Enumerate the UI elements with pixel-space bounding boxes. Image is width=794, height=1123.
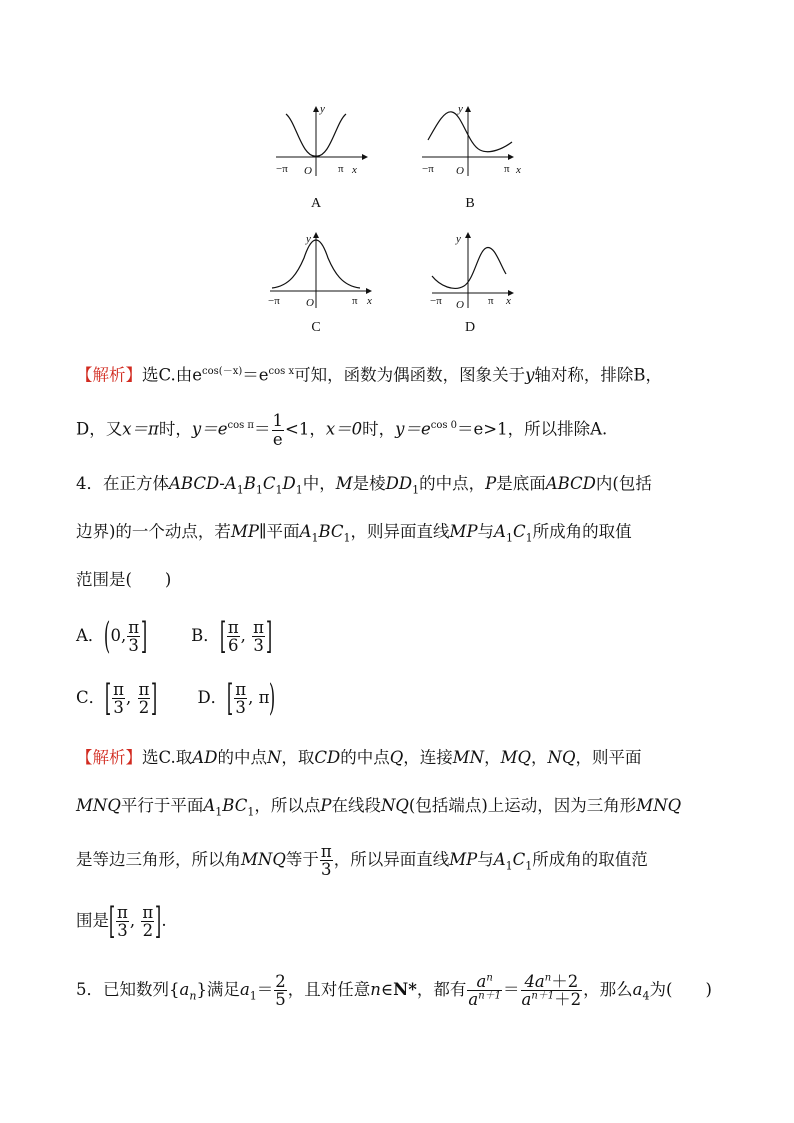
bracket: ] — [265, 615, 273, 657]
denominator: 3 — [117, 921, 128, 940]
q4-options-cd — [76, 676, 275, 720]
bracket: ] — [155, 900, 162, 942]
text: ，则异面直线 — [350, 522, 450, 541]
seg: MQ — [500, 748, 532, 767]
denominator: 2 — [142, 921, 154, 940]
numerator: π — [142, 902, 154, 922]
y-label: y — [456, 233, 461, 245]
q4-line1: 4．在正方体ABCD-$A_1B_1C_1D_1$中，M是棱$DD_1$的中点，P是底面ABCD内(包括 — [76, 474, 652, 497]
denominator: $a^{n+1}$ — [468, 990, 502, 1009]
q4-line2: 边界)的一个动点，若MP∥平面$A_1BC_1$，则异面直线MP与$A_1C_1$所成角的取值 — [76, 522, 632, 545]
graph-b — [418, 100, 521, 180]
solution4-line2: MNQ平行于平面$A_1BC_1$，所以点P在线段NQ(包括端点)上运动，因为三角形MNQ — [76, 796, 682, 819]
text: 平行于平面 — [120, 796, 204, 815]
numerator: π — [113, 679, 125, 699]
text: ，那么 — [583, 980, 633, 999]
option-label: A． — [76, 626, 105, 645]
text: ＝e>1，所以排除A. — [457, 419, 608, 439]
line-mp: MP — [230, 522, 259, 541]
denominator: 6 — [227, 636, 239, 655]
graph-d-caption: D — [464, 320, 476, 335]
text: ＝ — [503, 980, 520, 999]
y-label: y — [306, 233, 311, 245]
origin-label: O — [456, 299, 464, 311]
text: <1， — [285, 419, 326, 439]
text: 中， — [302, 474, 336, 493]
x-label: x — [352, 164, 357, 176]
base-name: ABCD — [545, 474, 596, 493]
text: 所成角的取值 — [532, 522, 632, 541]
text: 5．已知数列{ — [76, 980, 180, 999]
graph-a-caption: A — [310, 196, 322, 211]
fraction — [467, 973, 502, 1009]
option-label: C． — [76, 688, 106, 707]
angle: MNQ — [241, 850, 286, 869]
var: n — [370, 980, 381, 999]
numerator: $4a^n+2$ — [521, 973, 583, 991]
denominator: 2 — [138, 698, 150, 717]
bracket: ] — [151, 677, 158, 719]
graph-c — [266, 228, 378, 312]
fraction — [234, 681, 247, 717]
plane: MNQ — [76, 796, 121, 815]
pi-label: π — [504, 163, 510, 175]
q4-options-ab — [76, 614, 272, 658]
pi-label: π — [338, 163, 344, 175]
x-label: x — [367, 295, 372, 307]
solution4-line1 — [76, 746, 642, 770]
text: 边界)的一个动点，若 — [76, 522, 231, 541]
text: 内(包括 — [595, 474, 652, 493]
curve-b — [428, 112, 512, 152]
numerator: π — [128, 617, 140, 637]
option-d[interactable]: D．[ $\frac{\pi}{3}$ , π) — [197, 677, 276, 719]
bracket: [ — [104, 677, 112, 719]
text: - — [219, 474, 225, 493]
origin-label: O — [304, 165, 312, 177]
text: ＝e — [242, 365, 269, 385]
text: 与 — [477, 522, 495, 541]
text: ∥平面 — [258, 522, 300, 541]
denominator: 3 — [321, 860, 332, 879]
neg-pi-label: −π — [268, 295, 280, 307]
graph-b-caption: B — [465, 196, 475, 211]
text: 围是 — [76, 911, 109, 930]
denominator: 3 — [253, 636, 264, 655]
exponent: cos π — [227, 420, 254, 431]
subscript: 4 — [642, 989, 650, 1003]
text: 是等边三角形，所以角 — [76, 850, 241, 869]
denominator: $a^{n+1}+2$ — [521, 990, 582, 1009]
fraction — [227, 619, 240, 655]
var: Q — [389, 748, 404, 767]
var-m: M — [335, 474, 353, 493]
bracket: ( — [104, 615, 111, 657]
equation: x＝π — [122, 419, 159, 439]
numerator: π — [138, 679, 150, 699]
graph-a — [272, 100, 372, 180]
fraction — [112, 681, 125, 717]
var: N — [266, 748, 282, 767]
fraction — [127, 619, 140, 655]
x-axis-arrow — [362, 154, 368, 160]
solution3-line1 — [76, 360, 662, 388]
graph-d — [428, 228, 528, 312]
text: ， — [531, 748, 548, 767]
bracket: [ — [219, 615, 226, 657]
plane: MNQ — [636, 796, 682, 815]
subscript: n — [189, 989, 197, 1003]
denominator: 3 — [235, 698, 246, 717]
option-b[interactable]: B．[ $\frac{\pi}{6}$ , $\frac{\pi}{3}$ ] — [191, 615, 273, 657]
y-axis-arrow — [465, 106, 471, 112]
q5-line1 — [76, 966, 712, 1014]
text: ∈ — [380, 980, 394, 999]
y-label: y — [458, 103, 463, 115]
text: 0, — [110, 626, 127, 645]
option-label: B． — [191, 626, 220, 645]
var: a — [179, 980, 190, 999]
solution3-line2 — [76, 402, 607, 450]
denominator: 3 — [128, 636, 139, 655]
text: 时， — [362, 419, 396, 439]
text: 与 — [477, 850, 494, 869]
origin-label: O — [456, 165, 464, 177]
bracket: ] — [140, 615, 148, 657]
var-y: y — [525, 365, 535, 385]
bracket: [ — [108, 900, 116, 942]
denominator: 5 — [275, 990, 286, 1009]
solution4-line3: 是等边三角形，所以角MNQ等于 $\frac{\pi}{3}$ ，所以异面直线MP与$A_1C_1$所成角的取值范 — [76, 841, 648, 879]
seg: MN — [452, 748, 485, 767]
text: 所成角的取值范 — [532, 850, 648, 869]
numerator: 2 — [275, 971, 286, 991]
bracket: [ — [227, 677, 234, 719]
numerator: π — [227, 617, 239, 637]
numerator: π — [117, 902, 128, 922]
text: 是棱 — [352, 474, 386, 493]
y-axis-arrow — [313, 232, 319, 238]
numerator: π — [235, 679, 247, 699]
exponent: cos 0 — [430, 420, 458, 431]
text: D，又 — [76, 419, 123, 439]
equation: y＝e — [191, 419, 228, 439]
origin-label: O — [306, 297, 314, 309]
text: ，都有 — [416, 980, 467, 999]
fraction — [116, 904, 129, 940]
neg-pi-label: −π — [430, 295, 442, 307]
numerator: $a^n$ — [467, 973, 502, 991]
text: . — [161, 911, 167, 930]
text: 为( ) — [649, 980, 712, 999]
var: a — [239, 980, 250, 999]
seg: NQ — [380, 796, 409, 815]
text: 可知，函数为偶函数，图象关于 — [294, 365, 526, 385]
seg: AD — [192, 748, 218, 767]
analysis-tag: 【解析】 — [76, 365, 142, 385]
numerator: π — [253, 617, 265, 637]
seg: NQ — [547, 748, 576, 767]
option-c[interactable]: C．[ $\frac{\pi}{3}$ , $\frac{\pi}{2}$ ] — [76, 677, 158, 719]
text: ＝ — [254, 419, 271, 439]
fraction — [141, 904, 154, 940]
cube-name: ABCD — [169, 474, 220, 493]
x-axis-arrow — [366, 288, 372, 294]
text: 轴对称，排除B， — [534, 365, 663, 385]
neg-pi-label: −π — [276, 163, 288, 175]
x-axis-arrow — [508, 154, 514, 160]
text: 4．在正方体 — [76, 474, 169, 493]
solution4-line4: 围是[ $\frac{\pi}{3}$ , $\frac{\pi}{2}$ ]. — [76, 900, 167, 942]
text: (包括端点)上运动，因为三角形 — [408, 796, 637, 815]
y-label: y — [320, 103, 325, 115]
text: ＝ — [256, 980, 274, 999]
text: 等于 — [285, 850, 319, 869]
curve-d — [432, 247, 506, 288]
y-axis-arrow — [465, 232, 471, 238]
text: ，且对任意 — [287, 980, 371, 999]
var: P — [320, 796, 332, 815]
fraction — [138, 681, 151, 717]
text: 选C.取 — [142, 748, 193, 767]
text: 时， — [158, 419, 192, 439]
numerator: π — [320, 841, 332, 861]
text: ，所以点 — [254, 796, 321, 815]
var-p: P — [485, 474, 497, 493]
analysis-tag: 【解析】 — [76, 748, 142, 767]
denominator: 3 — [113, 698, 124, 717]
text: ，连接 — [403, 748, 453, 767]
text: ，取 — [281, 748, 315, 767]
exponent: cos x — [268, 366, 295, 377]
bracket: ) — [269, 677, 276, 719]
fraction — [274, 973, 287, 1009]
text: ，所以异面直线 — [333, 850, 450, 869]
option-label: D． — [197, 688, 228, 707]
text: 在线段 — [331, 796, 381, 815]
fraction — [320, 843, 333, 879]
graph-c-caption: C — [311, 320, 321, 335]
y-axis-arrow — [313, 106, 319, 112]
text: ， — [484, 748, 501, 767]
subscript: 1 — [249, 989, 257, 1003]
neg-pi-label: −π — [422, 163, 434, 175]
edge-dd: DD — [385, 474, 413, 493]
numerator: 1 — [272, 411, 283, 431]
line-mp: MP — [449, 522, 478, 541]
fraction — [252, 619, 265, 655]
x-label: x — [516, 164, 521, 176]
option-a[interactable] — [76, 615, 148, 657]
exponent: cos(－x) — [202, 366, 243, 377]
fraction — [521, 973, 583, 1009]
text: π — [258, 688, 270, 707]
text: }满足 — [196, 980, 240, 999]
seg: CD — [314, 748, 341, 767]
set-n-star: N* — [393, 980, 417, 999]
equation: x＝0 — [325, 419, 363, 439]
text: 的中点 — [340, 748, 390, 767]
denominator: e — [272, 429, 283, 449]
fraction — [272, 412, 285, 448]
var: a — [632, 980, 643, 999]
equation: y＝e — [395, 419, 431, 439]
seg: MP — [449, 850, 478, 869]
text: ，则平面 — [575, 748, 642, 767]
text: 的中点 — [217, 748, 267, 767]
text: 选C.由e — [142, 365, 203, 385]
pi-label: π — [488, 295, 494, 307]
text: 是底面 — [496, 474, 546, 493]
x-label: x — [506, 295, 511, 307]
q4-line3: 范围是( ) — [76, 570, 172, 589]
pi-label: π — [352, 295, 358, 307]
text: 的中点， — [419, 474, 486, 493]
